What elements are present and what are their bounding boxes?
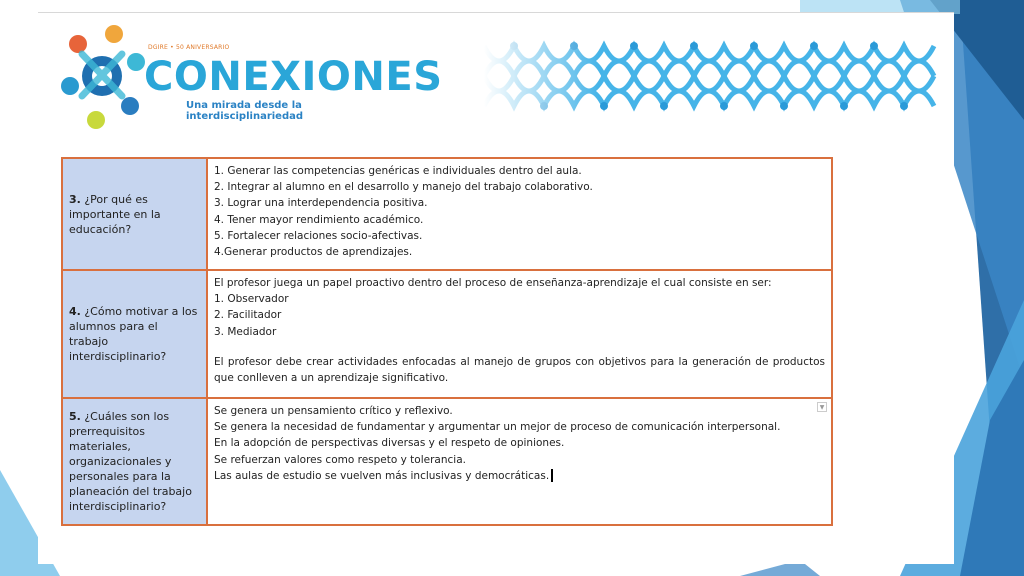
answer-line: 4. Tener mayor rendimiento académico.	[214, 213, 424, 226]
answer-cell[interactable]	[207, 158, 832, 270]
answer-line: Las aulas de estudio se vuelven más inclusivas y democráticas.	[214, 469, 550, 482]
scroll-down-icon[interactable]: ▼	[817, 402, 827, 412]
table-row	[62, 398, 832, 525]
logo-anniversary-text: DGIRE • 50 ANIVERSARIO	[148, 44, 230, 51]
answer-line: 5. Fortalecer relaciones socio-afectivas.	[214, 229, 423, 242]
question-text: ¿Por qué es importante en la educación?	[69, 192, 161, 236]
answer-line: 3. Lograr una interdependencia positiva.	[214, 197, 428, 210]
question-cell	[62, 158, 207, 270]
logo-subtitle: Una mirada desde la interdisciplinariedad	[186, 100, 304, 122]
question-cell	[62, 398, 207, 525]
conexiones-logo	[60, 24, 443, 134]
answer-line: 1. Generar las competencias genéricas e individuales dentro del aula.	[214, 165, 582, 177]
table-row	[62, 158, 832, 270]
answer-line: En la adopción de perspectivas diversas y el respeto de opiniones.	[214, 437, 565, 450]
answer-line: Se refuerzan valores como respeto y tolerancia.	[214, 453, 466, 466]
table-row	[62, 270, 832, 398]
answer-line: 1. Observador	[214, 293, 289, 306]
logo-title: CONEXIONES	[144, 54, 443, 100]
question-text: ¿Cuáles son los prerrequisitos materiales, organizacionales y personales para la planeación del trabajo interdisciplinario?	[69, 410, 192, 513]
answer-line: 2. Facilitador	[214, 309, 282, 322]
answer-line: 2. Integrar al alumno en el desarrollo y manejo del trabajo colaborativo.	[214, 181, 593, 194]
text-cursor	[551, 469, 553, 482]
answer-intro: El profesor juega un papel proactivo dentro del proceso de enseñanza-aprendizaje el cual consiste en ser:	[214, 277, 772, 289]
question-number: 5.	[69, 410, 81, 423]
answer-closing: El profesor debe crear actividades enfocadas al manejo de grupos con objetivos para la generación de productos que conlleven a un aprendizaje significativo.	[214, 355, 825, 385]
answer-line-with-caret	[214, 468, 825, 484]
answer-cell[interactable]	[207, 398, 832, 525]
answer-line: 3. Mediador	[214, 325, 277, 338]
question-number: 4.	[69, 305, 81, 318]
answer-line: Se genera la necesidad de fundamentar y argumentar un mejor de proceso de comunicación interpersonal.	[214, 421, 781, 434]
question-number: 3.	[69, 192, 81, 206]
answer-line: Se genera un pensamiento crítico y reflexivo.	[214, 405, 453, 417]
answer-line: 4.Generar productos de aprendizajes.	[214, 246, 413, 259]
qa-table	[61, 157, 833, 526]
question-cell	[62, 270, 207, 398]
question-text: ¿Cómo motivar a los alumnos para el trabajo interdisciplinario?	[69, 305, 198, 363]
chain-pattern-banner	[484, 28, 944, 124]
answer-cell[interactable]	[207, 270, 832, 398]
logo-mark-icon	[60, 24, 146, 130]
